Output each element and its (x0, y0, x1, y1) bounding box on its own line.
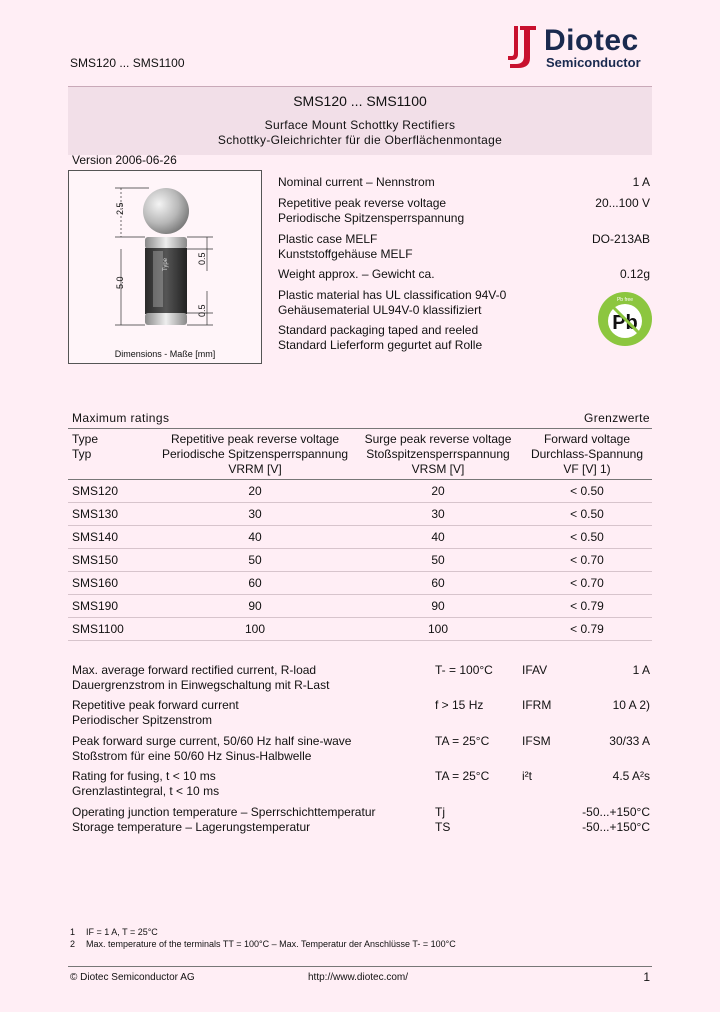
param-ifrm-symbol: IFRM (522, 698, 552, 712)
pb-free-label: Pb free (616, 297, 634, 303)
logo-name: Diotec (544, 24, 639, 57)
header-text: Surge peak reverse voltage (364, 432, 512, 446)
pb-free-icon (596, 290, 654, 348)
dim-length-ball: 2.5 (115, 202, 125, 215)
cell-vrrm: 30 (156, 503, 354, 526)
spec-case-value: DO-213AB (591, 232, 650, 246)
cell-vf: < 0.50 (522, 503, 652, 526)
col-header-vf (522, 430, 652, 480)
figure-caption: Dimensions - Maße [mm] (114, 349, 216, 359)
title-part-range: SMS120 ... SMS1100 (293, 93, 427, 109)
spec-label: Plastic material has UL classification 94V-0 (278, 288, 507, 302)
param-i2t (72, 769, 219, 799)
spec-label: Repetitive peak reverse voltage (278, 196, 447, 210)
header-text: Periodische Spitzensperrspannung (161, 447, 349, 461)
logo-subtitle: Semiconductor (546, 55, 641, 70)
param-ifav-symbol: IFAV (522, 663, 548, 677)
table-row (68, 618, 652, 641)
dim-cap-top: 0.5 (197, 252, 207, 265)
cell-vrsm: 50 (354, 549, 522, 572)
param-label-de: Dauergrenzstrom in Einwegschaltung mit R-Last (72, 678, 330, 692)
header-part-range: SMS120 ... SMS1100 (70, 56, 185, 70)
dim-cap-bottom: 0.5 (197, 304, 207, 317)
table-row (68, 595, 652, 618)
cell-vrrm: 20 (156, 480, 354, 503)
max-ratings-title: Maximum ratings (72, 411, 170, 425)
param-ifav (72, 663, 329, 693)
spec-weight (278, 267, 435, 282)
param-ifrm (72, 698, 239, 728)
cell-vrrm: 60 (156, 572, 354, 595)
divider (68, 428, 652, 429)
spec-label-de: Gehäusematerial UL94V-0 klassifiziert (278, 303, 482, 317)
title-english: Surface Mount Schottky Rectifiers (264, 118, 456, 132)
cell-vrsm: 60 (354, 572, 522, 595)
param-label: Repetitive peak forward current (72, 698, 239, 712)
diotec-logo (506, 24, 656, 74)
spec-label: Plastic case MELF (278, 232, 378, 246)
param-label: Peak forward surge current, 50/60 Hz half sine-wave (72, 734, 352, 748)
footnote-1-text: IF = 1 A, T = 25°C (86, 927, 158, 937)
version-label: Version 2006-06-26 (72, 153, 177, 167)
cell-vf: < 0.70 (522, 549, 652, 572)
cell-vf: < 0.50 (522, 480, 652, 503)
header-text: Type (72, 432, 99, 446)
param-i2t-value: 4.5 A²s (612, 769, 650, 783)
param-ifsm-value: 30/33 A (609, 734, 650, 748)
table-row (68, 549, 652, 572)
spec-nominal-current (278, 175, 435, 190)
header-text: VRSM [V] (411, 462, 465, 476)
footer-url[interactable]: http://www.diotec.com/ (308, 972, 409, 983)
cell-vf: < 0.79 (522, 618, 652, 641)
table-row (68, 572, 652, 595)
param-ifsm-condition: TA = 25°C (435, 734, 490, 748)
title-box (68, 86, 652, 155)
cell-type: SMS130 (68, 503, 156, 526)
param-i2t-symbol: i²t (522, 769, 532, 783)
footer-divider (68, 966, 652, 967)
param-label-de: Grenzlastintegral, t < 10 ms (72, 784, 220, 798)
max-ratings-table (68, 430, 652, 641)
cell-vrsm: 40 (354, 526, 522, 549)
diotec-logo-mark-icon (506, 24, 542, 70)
table-row (68, 503, 652, 526)
spec-repetitive-voltage (278, 196, 464, 226)
cell-vrsm: 90 (354, 595, 522, 618)
cell-vrrm: 50 (156, 549, 354, 572)
cell-vf: < 0.50 (522, 526, 652, 549)
footnote-1-number: 1 (70, 927, 76, 937)
param-label-de: Stoßstrom für eine 50/60 Hz Sinus-Halbwelle (72, 749, 312, 763)
param-label-de: Periodischer Spitzenstrom (72, 713, 213, 727)
spec-label: Weight approx. – Gewicht ca. (278, 267, 435, 281)
cell-vrrm: 100 (156, 618, 354, 641)
spec-weight-value: 0.12g (619, 267, 650, 281)
cell-type: SMS140 (68, 526, 156, 549)
header-text: Stoßspitzensperrspannung (366, 447, 510, 461)
cell-vrrm: 40 (156, 526, 354, 549)
param-i2t-condition: TA = 25°C (435, 769, 490, 783)
spec-case (278, 232, 413, 262)
cell-type: SMS160 (68, 572, 156, 595)
max-ratings-title-de: Grenzwerte (583, 411, 650, 425)
spec-packaging (278, 323, 482, 353)
cell-type: SMS190 (68, 595, 156, 618)
footnote-2-text: Max. temperature of the terminals TT = 100°C – Max. Temperatur der Anschlüsse T- = 100°C (86, 939, 456, 949)
header-text: Repetitive peak reverse voltage (170, 432, 340, 446)
param-tj: Operating junction temperature – Sperrschichttemperatur (72, 805, 376, 819)
header-text: Durchlass-Spannung (530, 447, 644, 461)
header-text: Forward voltage (543, 432, 631, 446)
cell-type: SMS120 (68, 480, 156, 503)
cell-vrrm: 90 (156, 595, 354, 618)
col-header-type (68, 430, 156, 480)
param-ifav-condition: T- = 100°C (435, 663, 493, 677)
param-ifrm-condition: f > 15 Hz (435, 698, 484, 712)
package-drawing (68, 170, 262, 364)
pb-symbol: Pb (612, 312, 638, 334)
spec-label: Nominal current – Nennstrom (278, 175, 435, 189)
melf-package-icon (69, 171, 261, 346)
header-text: VRRM [V] (228, 462, 282, 476)
spec-label-de: Kunststoffgehäuse MELF (278, 247, 413, 261)
col-header-vrrm (156, 430, 354, 480)
dim-length-body: 5.0 (115, 276, 125, 289)
cell-vf: < 0.70 (522, 572, 652, 595)
param-ifsm-symbol: IFSM (522, 734, 551, 748)
param-ifrm-value: 10 A 2) (612, 698, 650, 712)
footnote-2-number: 2 (70, 939, 76, 949)
spec-label-de: Periodische Spitzensperrspannung (278, 211, 465, 225)
param-ts: Storage temperature – Lagerungstemperatur (72, 820, 311, 834)
table-row (68, 480, 652, 503)
param-ifsm (72, 734, 351, 764)
header-text: Typ (72, 447, 92, 461)
cell-type: SMS150 (68, 549, 156, 572)
cell-vrsm: 20 (354, 480, 522, 503)
page-number: 1 (643, 970, 650, 984)
spec-repetitive-voltage-value: 20...100 V (595, 196, 650, 210)
footer-copyright: © Diotec Semiconductor AG (70, 972, 195, 983)
table-row (68, 526, 652, 549)
param-ts-value: -50...+150°C (582, 820, 650, 834)
param-ts-symbol: TS (435, 820, 451, 834)
col-header-vrsm (354, 430, 522, 480)
param-label: Max. average forward rectified current, R-load (72, 663, 317, 677)
cell-vrsm: 100 (354, 618, 522, 641)
cell-type: SMS1100 (68, 618, 156, 641)
param-tj-value: -50...+150°C (582, 805, 650, 819)
header-text: VF [V] 1) (563, 462, 611, 476)
spec-label-de: Standard Lieferform gegurtet auf Rolle (278, 338, 483, 352)
svg-text:Type: Type (163, 257, 169, 271)
param-tj-symbol: Tj (435, 805, 445, 819)
param-ifav-value: 1 A (632, 663, 650, 677)
spec-nominal-current-value: 1 A (632, 175, 650, 189)
title-german: Schottky-Gleichrichter für die Oberflächenmontage (217, 133, 503, 147)
spec-label: Standard packaging taped and reeled (278, 323, 479, 337)
param-label: Rating for fusing, t < 10 ms (72, 769, 216, 783)
spec-ul-class (278, 288, 506, 318)
cell-vf: < 0.79 (522, 595, 652, 618)
cell-vrsm: 30 (354, 503, 522, 526)
